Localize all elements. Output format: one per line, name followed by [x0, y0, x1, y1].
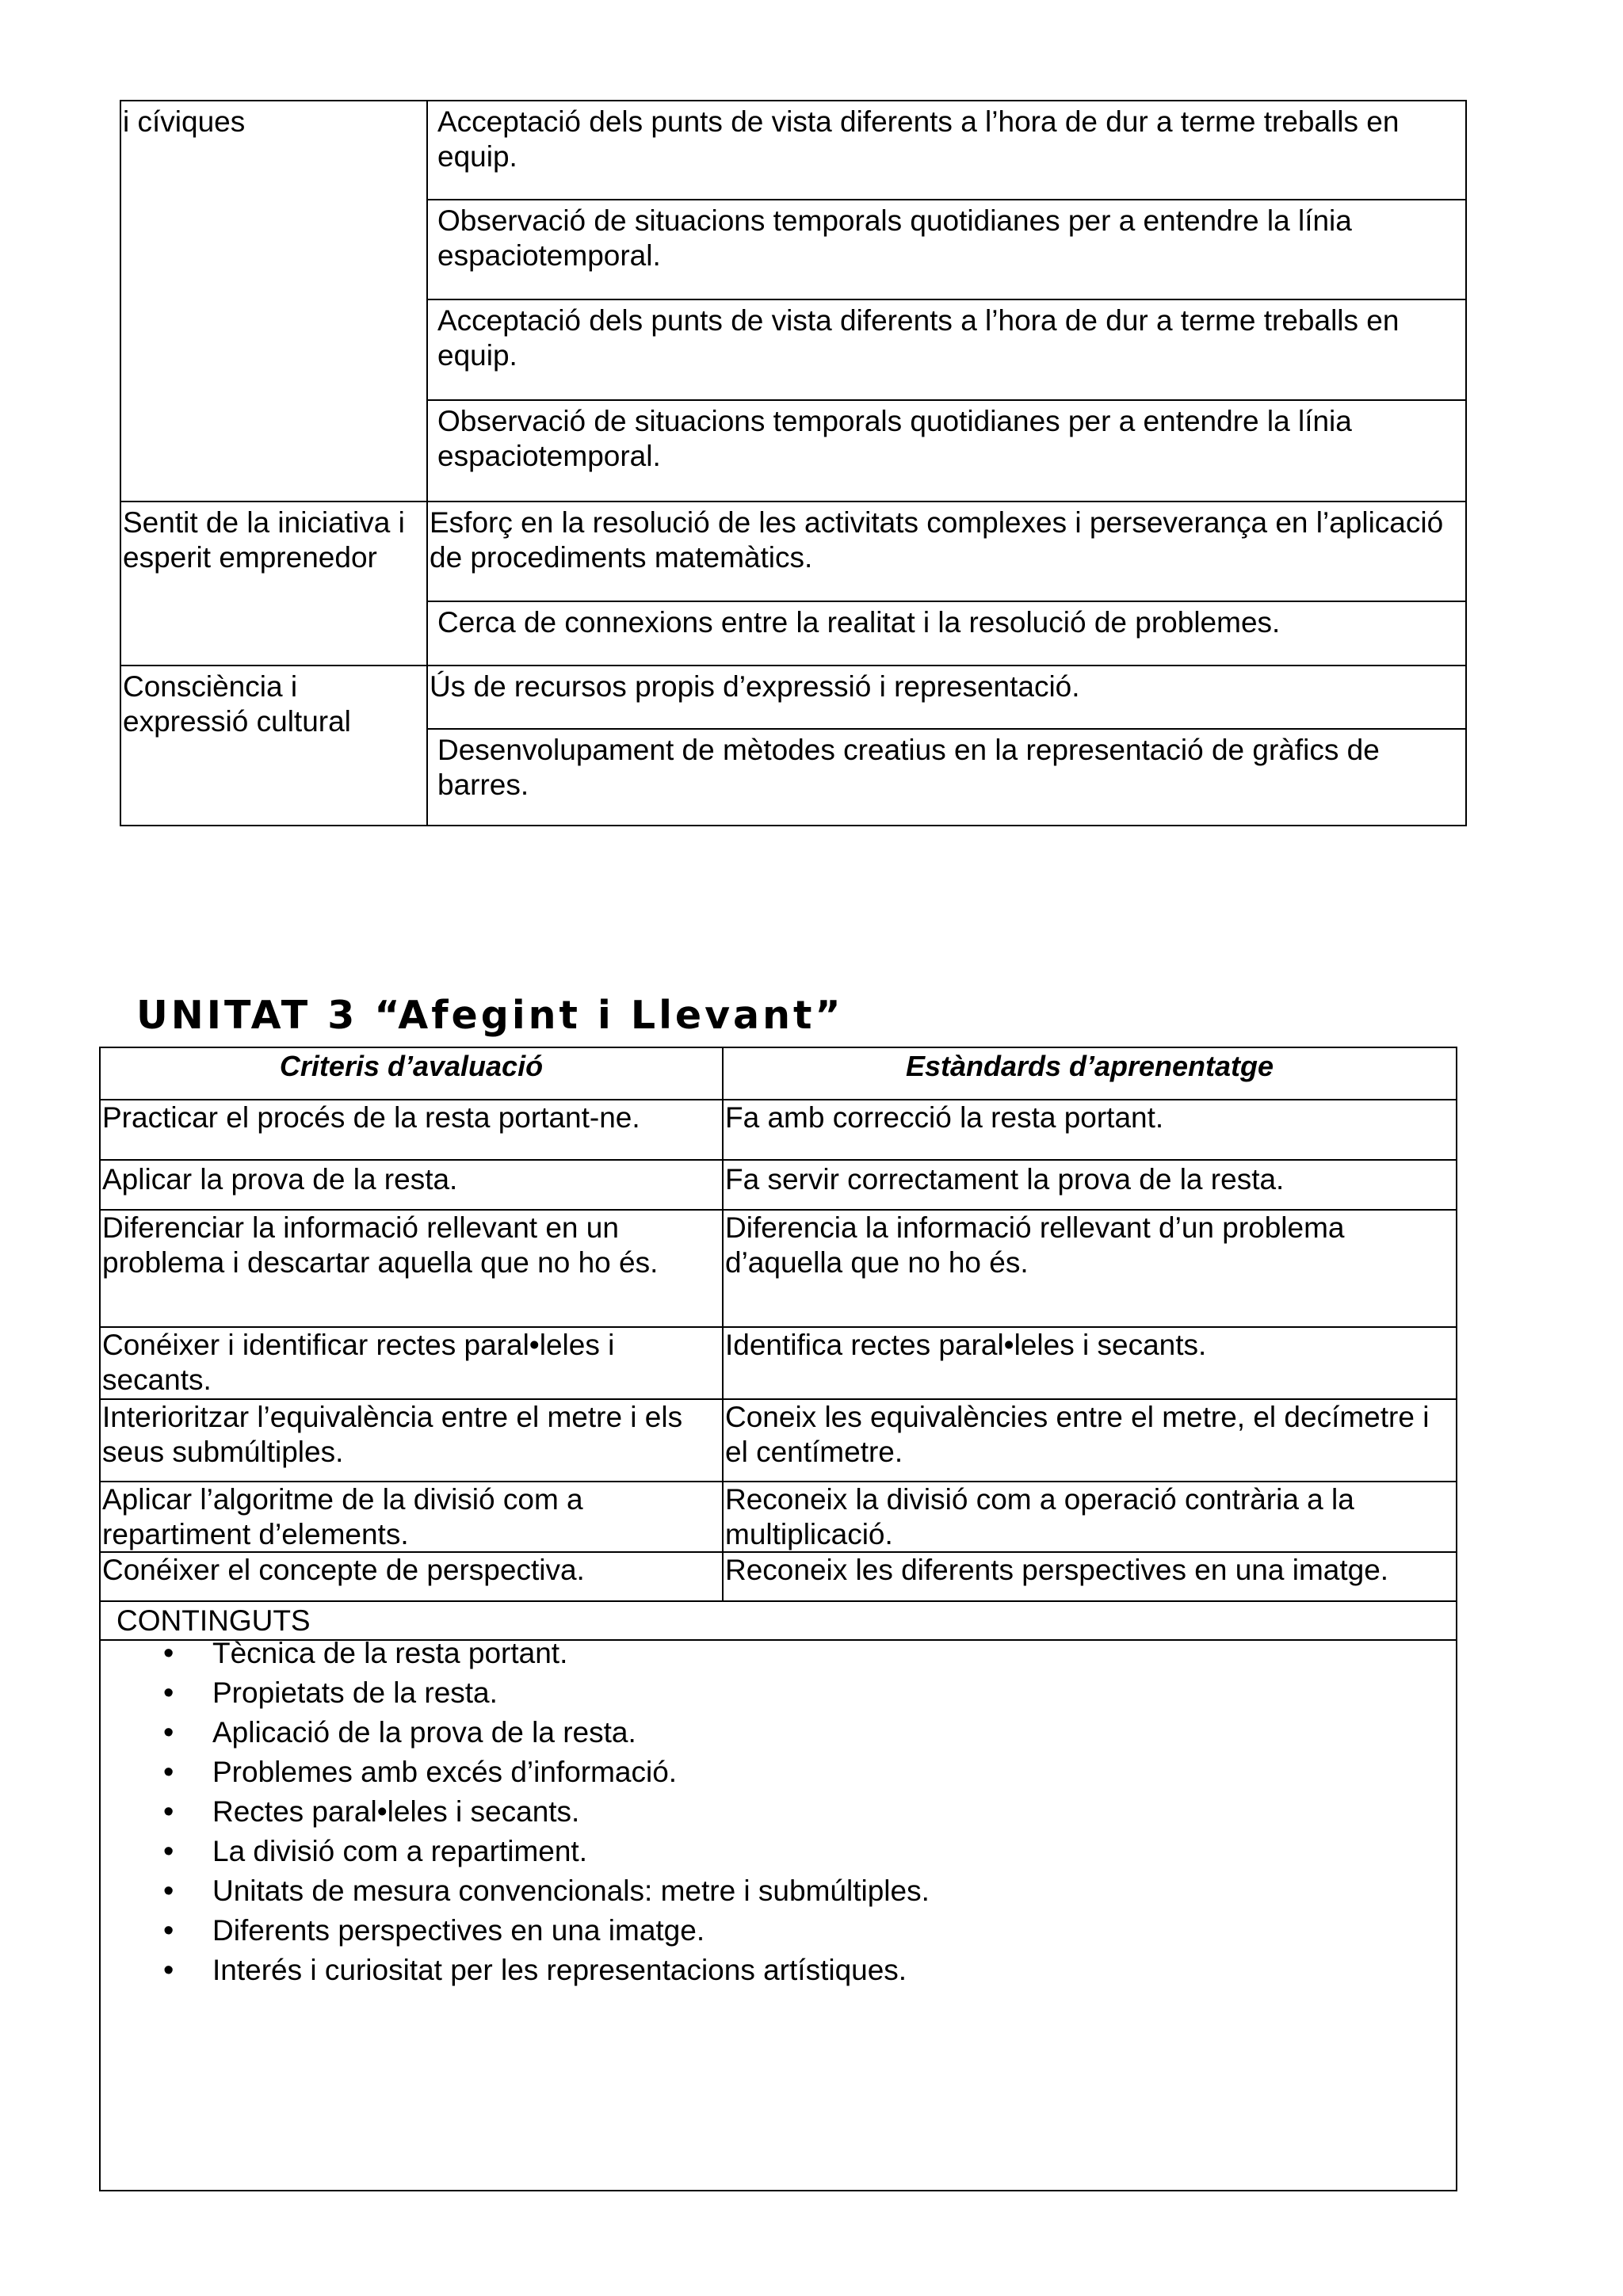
competence-cell: Sentit de la iniciativa i esperit emprenedor [123, 506, 405, 574]
list-item: • Tècnica de la resta portant. [163, 1634, 930, 1673]
criteria-cell: Practicar el procés de la resta portant-ne. [102, 1101, 640, 1134]
list-item: • Propietats de la resta. [163, 1673, 930, 1713]
standard-cell: Identifica rectes paral•leles i secants. [725, 1329, 1207, 1361]
list-item: • Diferents perspectives en una imatge. [163, 1911, 930, 1951]
criteria-cell: Interioritzar l’equivalència entre el metre i els seus submúltiples. [102, 1401, 683, 1468]
criteria-cell: Aplicar la prova de la resta. [102, 1163, 458, 1196]
competence-item: Desenvolupament de mètodes creatius en la representació de gràfics de barres. [437, 734, 1380, 801]
competence-item: Acceptació dels punts de vista diferents a l’hora de dur a terme treballs en equip. [437, 304, 1400, 372]
standard-cell: Reconeix les diferents perspectives en una imatge. [725, 1554, 1389, 1586]
list-item: • Problemes amb excés d’informació. [163, 1753, 930, 1792]
standard-cell: Diferencia la informació rellevant d’un problema d’aquella que no ho és. [725, 1211, 1345, 1279]
criteria-cell: Conéixer i identificar rectes paral•leles i secants. [102, 1329, 615, 1396]
criteria-cell: Diferenciar la informació rellevant en un problema i descartar aquella que no ho és. [102, 1211, 659, 1279]
standard-cell: Coneix les equivalències entre el metre, el decímetre i el centímetre. [725, 1401, 1430, 1468]
list-item: • Interés i curiositat per les representacions artístiques. [163, 1951, 930, 1990]
competence-cell: Consciència i expressió cultural [123, 670, 351, 738]
contents-label: CONTINGUTS [116, 1604, 311, 1637]
competence-item: Observació de situacions temporals quotidianes per a entendre la línia espaciotemporal. [437, 204, 1352, 272]
list-item: • Unitats de mesura convencionals: metre i submúltiples. [163, 1871, 930, 1911]
competence-item: Acceptació dels punts de vista diferents a l’hora de dur a terme treballs en equip. [437, 105, 1400, 173]
criteria-cell: Conéixer el concepte de perspectiva. [102, 1554, 585, 1586]
competence-cell: i cíviques [123, 105, 246, 138]
header-standards: Estàndards d’aprenentatge [905, 1050, 1274, 1082]
competence-item: Observació de situacions temporals quotidianes per a entendre la línia espaciotemporal. [437, 405, 1352, 472]
unit-title: UNITAT 3 “Afegint i Llevant” [136, 993, 844, 1038]
list-item: • Rectes paral•leles i secants. [163, 1792, 930, 1832]
competence-item: Cerca de connexions entre la realitat i la resolució de problemes. [437, 606, 1281, 639]
list-item: • Aplicació de la prova de la resta. [163, 1713, 930, 1753]
header-criteria: Criteris d’avaluació [279, 1050, 544, 1082]
standard-cell: Fa servir correctament la prova de la resta. [725, 1163, 1285, 1196]
contents-list [163, 1634, 930, 1990]
competence-item: Ús de recursos propis d’expressió i representació. [430, 670, 1080, 703]
standard-cell: Fa amb correcció la resta portant. [725, 1101, 1164, 1134]
standard-cell: Reconeix la divisió com a operació contrària a la multiplicació. [725, 1483, 1354, 1550]
competence-item: Esforç en la resolució de les activitats complexes i perseverança en l’aplicació de procediments matemàtics. [430, 506, 1444, 574]
list-item: • La divisió com a repartiment. [163, 1832, 930, 1871]
criteria-cell: Aplicar l’algoritme de la divisió com a repartiment d’elements. [102, 1483, 583, 1550]
